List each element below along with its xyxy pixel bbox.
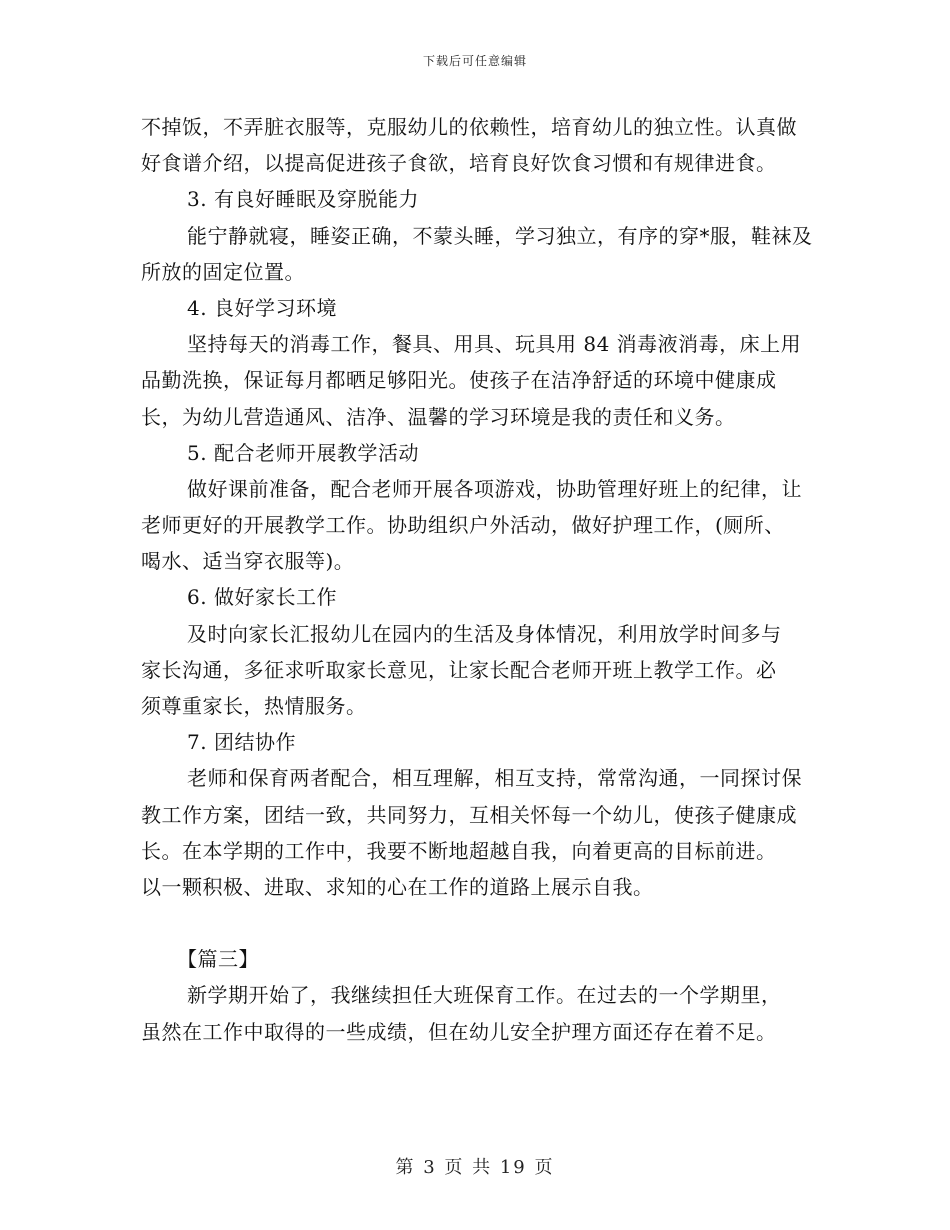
section-title: 【篇三】 — [177, 947, 259, 972]
document-body — [141, 109, 813, 1050]
subheading: 4. 良好学习环境 — [187, 295, 337, 320]
paragraph-line: 老师和保育两者配合，相互理解，相互支持，常常沟通，一同探讨保 — [187, 766, 802, 791]
paragraph-line: 长。在本学期的工作中，我要不断地超越自我，向着更高的目标前进。 — [141, 838, 777, 863]
paragraph-line: 以一颗积极、进取、求知的心在工作的道路上展示自我。 — [141, 874, 654, 899]
subheading: 6. 做好家长工作 — [187, 585, 337, 610]
paragraph-line: 虽然在工作中取得的一些成绩，但在幼儿安全护理方面还存在着不足。 — [141, 1019, 777, 1044]
paragraph-line: 喝水、适当穿衣服等)。 — [141, 549, 355, 574]
paragraph-line: 好食谱介绍，以提高促进孩子食欲，培育良好饮食习惯和有规律进食。 — [141, 151, 777, 176]
paragraph-line: 不掉饭，不弄脏衣服等，克服幼儿的依赖性，培育幼儿的独立性。认真做 — [141, 115, 797, 139]
paragraph-line: 老师更好的开展教学工作。协助组织户外活动，做好护理工作，(厕所、 — [141, 513, 785, 538]
paragraph-line: 做好课前准备，配合老师开展各项游戏，协助管理好班上的纪律，让 — [187, 476, 802, 501]
subheading: 7. 团结协作 — [187, 730, 296, 755]
paragraph-line: 教工作方案，团结一致，共同努力，互相关怀每一个幼儿，使孩子健康成 — [141, 802, 797, 827]
paragraph-line: 家长沟通，多征求听取家长意见，让家长配合老师开班上教学工作。必 — [141, 657, 777, 682]
paragraph-line: 所放的固定位置。 — [141, 259, 305, 284]
paragraph-line: 长，为幼儿营造通风、洁净、温馨的学习环境是我的责任和义务。 — [141, 404, 736, 429]
paragraph-line: 品勤洗换，保证每月都晒足够阳光。使孩子在洁净舒适的环境中健康成 — [141, 368, 777, 393]
paragraph-line: 新学期开始了，我继续担任大班保育工作。在过去的一个学期里， — [187, 983, 782, 1008]
paragraph-line: 及时向家长汇报幼儿在园内的生活及身体情况，利用放学时间多与 — [187, 621, 782, 646]
paragraph-line: 须尊重家长，热情服务。 — [141, 694, 367, 718]
paragraph-line: 坚持每天的消毒工作，餐具、用具、玩具用 84 消毒液消毒，床上用 — [187, 332, 802, 357]
page-number-footer: 第 3 页 共 19 页 — [395, 1157, 555, 1178]
paragraph-line: 能宁静就寝，睡姿正确，不蒙头睡，学习独立，有序的穿*服，鞋袜及 — [187, 223, 813, 248]
section-spacer — [141, 905, 813, 941]
subheading: 3. 有良好睡眠及穿脱能力 — [187, 187, 419, 212]
page-header-note: 下载后可任意编辑 — [422, 54, 527, 68]
subheading: 5. 配合老师开展教学活动 — [187, 440, 419, 465]
